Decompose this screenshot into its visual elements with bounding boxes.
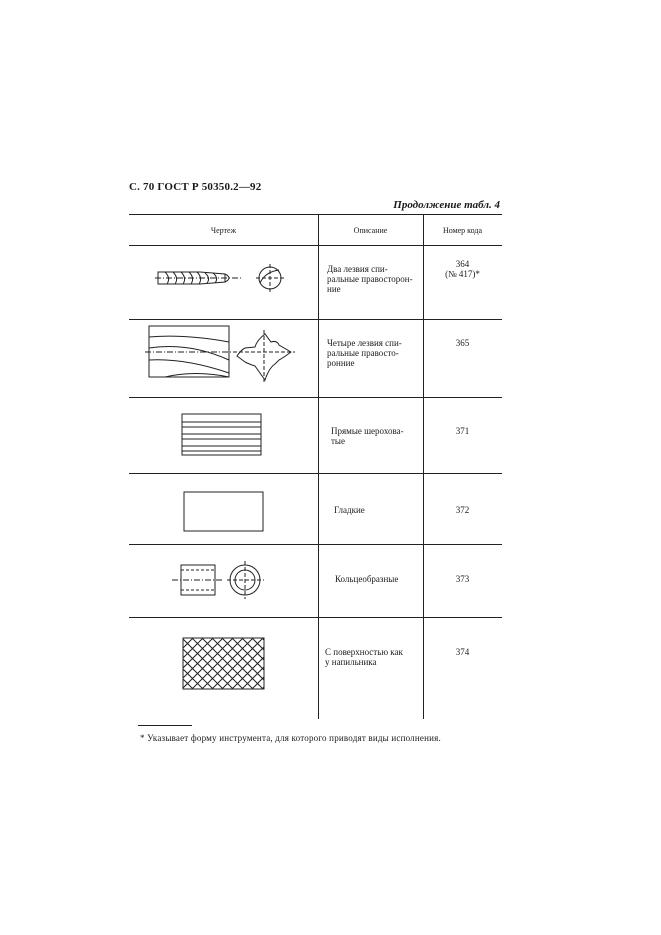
file-surface-drawing [182,637,266,691]
smooth-drawing [183,491,265,533]
footnote-rule [138,725,192,726]
row-description: Четыре лезвия спи- ральные правосто- ронние [327,338,402,368]
two-spiral-flutes-drawing [155,258,290,298]
row-code: 374 [455,647,470,657]
row-code: 372 [455,505,470,515]
column-divider [423,214,424,719]
table-continuation-label: Продолжение табл. 4 [393,199,500,211]
row-description: Прямые шерохова- тые [331,426,404,446]
column-header-code: Номер кода [442,226,483,235]
row-divider [129,617,502,618]
row-divider [129,544,502,545]
row-description: Кольцеобразные [335,574,399,584]
row-description: Гладкие [334,505,365,515]
straight-rough-drawing [181,413,263,457]
row-divider [129,473,502,474]
column-header-drawing: Чертеж [210,226,237,235]
row-description: С поверхностью как у напильника [325,647,403,667]
row-code: 365 [455,338,470,348]
four-spiral-flutes-drawing [145,320,305,385]
footnote: * Указывает форму инструмента, для которого приводят виды исполнения. [140,733,441,743]
row-code: 364 (№ 417)* [445,259,480,279]
row-description: Два лезвия спи- ральные правосторон- ние [327,264,413,294]
row-code: 371 [455,426,470,436]
column-header-description: Описание [353,226,388,235]
table-header-rule [129,245,502,246]
page-header: С. 70 ГОСТ Р 50350.2—92 [129,181,262,193]
row-code: 373 [455,574,470,584]
column-divider [318,214,319,719]
ring-shaped-drawing [168,557,273,602]
row-divider [129,397,502,398]
table-top-rule [129,214,502,215]
